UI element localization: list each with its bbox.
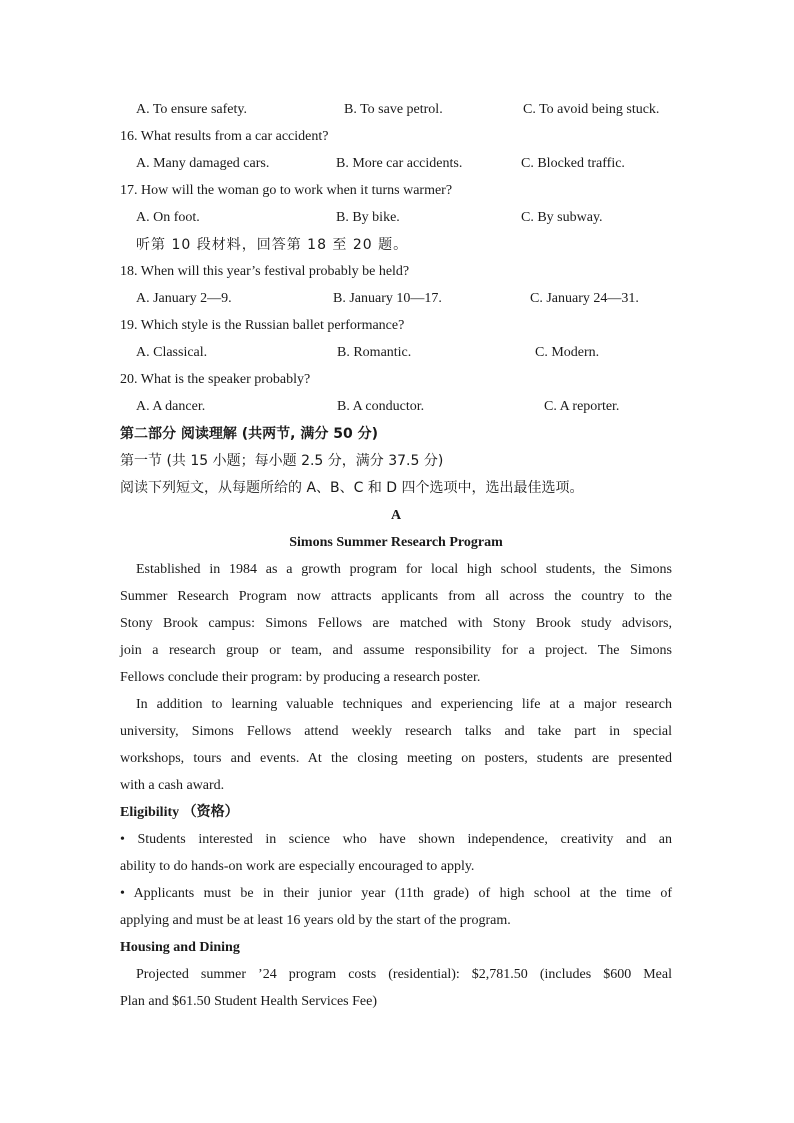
q20-question: 20. What is the speaker probably?	[120, 372, 311, 387]
housing-line-1: Projected summer ’24 program costs (residential): $2,781.50 (includes $600 Meal	[136, 967, 672, 982]
material-10-instruction: 听第 10 段材料，回答第 18 至 20 题。	[136, 237, 409, 253]
q15-option-a: A. To ensure safety.	[136, 102, 247, 117]
q15-option-c: C. To avoid being stuck.	[523, 102, 660, 117]
q18-option-c: C. January 24—31.	[530, 291, 639, 306]
p2-line-4: with a cash award.	[120, 778, 225, 793]
q16-option-a: A. Many damaged cars.	[136, 156, 270, 171]
p2-line-2: university, Simons Fellows attend weekly research talks and take part in special	[120, 724, 672, 739]
q16-option-c: C. Blocked traffic.	[521, 156, 625, 171]
q17-question: 17. How will the woman go to work when it turns warmer?	[120, 183, 453, 198]
q18-option-b: B. January 10—17.	[333, 291, 442, 306]
passage-letter: A	[390, 508, 402, 523]
q20-option-b: B. A conductor.	[337, 399, 425, 414]
eligibility-heading: Eligibility （资格）	[120, 805, 239, 820]
p1-line-3: Stony Brook campus: Simons Fellows are matched with Stony Brook study advisors,	[120, 616, 672, 631]
housing-heading: Housing and Dining	[120, 940, 240, 955]
q19-question: 19. Which style is the Russian ballet performance?	[120, 318, 405, 333]
p1-line-5: Fellows conclude their program: by producing a research poster.	[120, 670, 481, 685]
q17-option-a: A. On foot.	[136, 210, 200, 225]
passage-title: Simons Summer Research Program	[289, 535, 503, 550]
q18-option-a: A. January 2—9.	[136, 291, 232, 306]
q20-option-a: A. A dancer.	[136, 399, 206, 414]
bullet2-line-1: • Applicants must be in their junior year (11th grade) of high school at the time of	[120, 886, 672, 901]
part2-heading: 第二部分 阅读理解 (共两节, 满分 50 分)	[120, 426, 378, 442]
bullet1-line-2: ability to do hands-on work are especially encouraged to apply.	[120, 859, 475, 874]
reading-instruction: 阅读下列短文，从每题所给的 A、B、C 和 D 四个选项中，选出最佳选项。	[120, 480, 584, 496]
p1-line-4: join a research group or team, and assume responsibility for a project. The Simons	[120, 643, 672, 658]
q15-option-b: B. To save petrol.	[344, 102, 443, 117]
q20-option-c: C. A reporter.	[544, 399, 620, 414]
p1-line-1: Established in 1984 as a growth program for local high school students, the Simons	[136, 562, 672, 577]
q16-option-b: B. More car accidents.	[336, 156, 463, 171]
q18-question: 18. When will this year’s festival probably be held?	[120, 264, 410, 279]
q19-option-b: B. Romantic.	[337, 345, 412, 360]
q19-option-a: A. Classical.	[136, 345, 208, 360]
p2-line-3: workshops, tours and events. At the closing meeting on posters, students are presented	[120, 751, 672, 766]
p1-line-2: Summer Research Program now attracts applicants from all across the country to the	[120, 589, 672, 604]
q16-question: 16. What results from a car accident?	[120, 129, 329, 144]
section1-heading: 第一节 (共 15 小题；每小题 2.5 分，满分 37.5 分)	[120, 453, 444, 469]
bullet2-line-2: applying and must be at least 16 years old by the start of the program.	[120, 913, 511, 928]
bullet1-line-1: • Students interested in science who have shown independence, creativity and an	[120, 832, 672, 847]
q17-option-b: B. By bike.	[336, 210, 400, 225]
q17-option-c: C. By subway.	[521, 210, 603, 225]
p2-line-1: In addition to learning valuable techniques and experiencing life at a major research	[136, 697, 672, 712]
housing-line-2: Plan and $61.50 Student Health Services Fee)	[120, 994, 378, 1009]
q19-option-c: C. Modern.	[535, 345, 600, 360]
